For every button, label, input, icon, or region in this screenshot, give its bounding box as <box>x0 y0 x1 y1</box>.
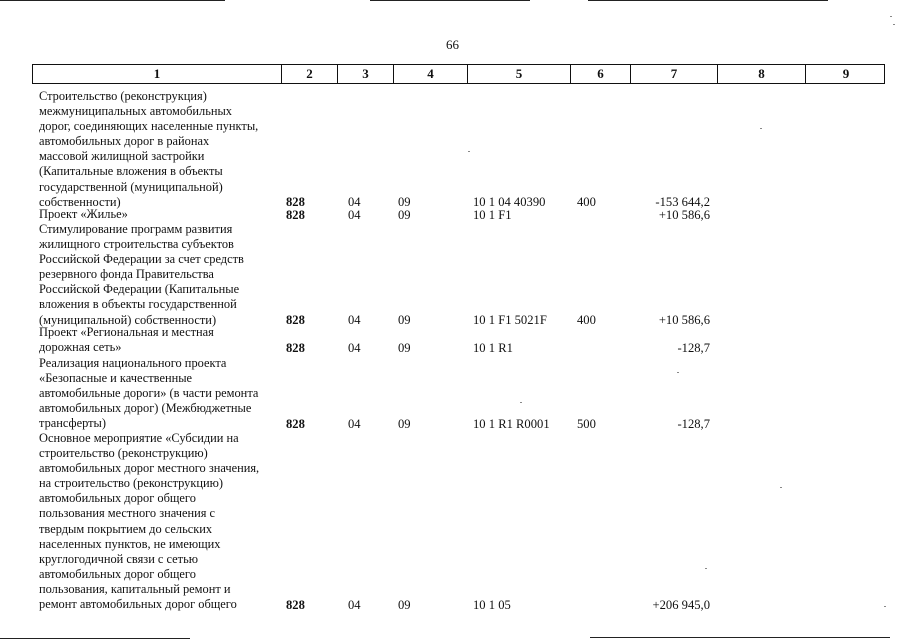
cell-amount: -128,7 <box>677 416 710 431</box>
description-line: автомобильных дорог в районах <box>39 134 210 149</box>
top-rule-left <box>0 0 225 1</box>
cell-amount: +206 945,0 <box>652 597 710 612</box>
row-description <box>39 222 277 328</box>
cell-subsection: 09 <box>398 313 411 328</box>
description-line: собственности) <box>39 194 121 209</box>
description-line: дорожная сеть» <box>39 340 122 355</box>
cell-target-article: 10 1 05 <box>473 597 511 612</box>
cell-subsection: 09 <box>398 340 411 355</box>
cell-expense-type: 500 <box>577 416 596 431</box>
header-col-6: 6 <box>570 65 630 83</box>
bottom-rule-left <box>0 638 190 639</box>
cell-target-article: 10 1 04 40390 <box>473 195 546 210</box>
cell-grbs-code: 828 <box>286 597 305 612</box>
table-header-row <box>32 64 885 84</box>
cell-amount: +10 586,6 <box>658 313 710 328</box>
cell-grbs-code: 828 <box>286 416 305 431</box>
description-line: автомобильных дорог местного значения, <box>39 461 260 476</box>
scan-speck <box>468 151 470 152</box>
scan-speck <box>760 128 762 129</box>
header-col-2: 2 <box>281 65 337 83</box>
cell-grbs-code: 828 <box>286 313 305 328</box>
header-col-7: 7 <box>630 65 717 83</box>
header-col-9: 9 <box>805 65 886 83</box>
description-line: автомобильных дорог) (Межбюджетные <box>39 401 252 416</box>
description-line: «Безопасные и качественные <box>39 371 193 386</box>
description-line: Стимулирование программ развития <box>39 222 233 236</box>
scan-speck <box>677 372 679 373</box>
scan-speck <box>893 24 895 25</box>
cell-grbs-code: 828 <box>286 195 305 210</box>
cell-subsection: 09 <box>398 416 411 431</box>
cell-subsection: 09 <box>398 195 411 210</box>
description-line: автомобильные дороги» (в части ремонта <box>39 386 259 401</box>
row-description <box>39 89 277 210</box>
description-line: резервного фонда Правительства <box>39 267 214 282</box>
scan-speck <box>705 568 707 569</box>
description-line: пользования, капитальный ремонт и <box>39 581 231 596</box>
description-line: Проект «Жилье» <box>39 207 128 221</box>
cell-section: 04 <box>348 207 361 222</box>
scan-speck <box>884 606 886 607</box>
bottom-rule-right <box>590 637 890 638</box>
cell-target-article: 10 1 F1 <box>473 207 512 222</box>
row-description <box>39 356 277 431</box>
header-col-8: 8 <box>717 65 805 83</box>
cell-target-article: 10 1 R1 R0001 <box>473 416 550 431</box>
cell-section: 04 <box>348 340 361 355</box>
cell-amount: -153 644,2 <box>655 195 710 210</box>
description-line: ремонт автомобильных дорог общего <box>39 597 237 612</box>
description-line: автомобильных дорог общего <box>39 491 196 506</box>
description-line: (Капитальные вложения в объекты <box>39 164 223 179</box>
cell-grbs-code: 828 <box>286 340 305 355</box>
description-line: Российской Федерации за счет средств <box>39 252 244 267</box>
description-line: Строительство (реконструкция) <box>39 89 207 103</box>
description-line: государственной (муниципальной) <box>39 179 223 194</box>
description-line: (муниципальной) собственности) <box>39 312 217 327</box>
description-line: строительство (реконструкцию) <box>39 446 208 461</box>
header-col-5: 5 <box>467 65 570 83</box>
cell-amount: -128,7 <box>677 340 710 355</box>
row-description <box>39 325 277 355</box>
cell-section: 04 <box>348 416 361 431</box>
description-line: вложения в объекты государственной <box>39 297 237 312</box>
cell-section: 04 <box>348 195 361 210</box>
description-line: автомобильных дорог общего <box>39 566 196 581</box>
top-rule-right <box>588 0 828 1</box>
cell-section: 04 <box>348 313 361 328</box>
description-line: круглогодичной связи с сетью <box>39 551 198 566</box>
cell-section: 04 <box>348 597 361 612</box>
description-line: трансферты) <box>39 416 106 431</box>
cell-expense-type: 400 <box>577 195 596 210</box>
cell-subsection: 09 <box>398 597 411 612</box>
description-line: твердым покрытием до сельских <box>39 521 213 536</box>
description-line: дорог, соединяющих населенные пункты, <box>39 119 259 134</box>
cell-expense-type: 400 <box>577 313 596 328</box>
description-line: населенных пунктов, не имеющих <box>39 536 221 551</box>
header-col-3: 3 <box>337 65 393 83</box>
cell-subsection: 09 <box>398 207 411 222</box>
cell-target-article: 10 1 R1 <box>473 340 513 355</box>
description-line: Основное мероприятие «Субсидии на <box>39 431 239 445</box>
description-line: межмуниципальных автомобильных <box>39 104 232 119</box>
description-line: Проект «Региональная и местная <box>39 325 214 339</box>
scan-speck <box>890 16 892 17</box>
description-line: пользования местного значения с <box>39 506 216 521</box>
scan-speck <box>780 487 782 488</box>
description-line: массовой жилищной застройки <box>39 149 205 164</box>
cell-grbs-code: 828 <box>286 207 305 222</box>
description-line: Российской Федерации (Капитальные <box>39 282 240 297</box>
cell-target-article: 10 1 F1 5021F <box>473 313 547 328</box>
row-description <box>39 431 277 612</box>
header-col-1: 1 <box>153 66 161 81</box>
page-number: 66 <box>446 37 459 52</box>
scan-speck <box>520 402 522 403</box>
description-line: жилищного строительства субъектов <box>39 237 234 252</box>
top-rule-mid <box>370 0 530 1</box>
cell-amount: +10 586,6 <box>658 207 710 222</box>
description-line: на строительство (реконструкцию) <box>39 476 224 491</box>
row-description <box>39 207 277 222</box>
header-col-4: 4 <box>393 65 467 83</box>
description-line: Реализация национального проекта <box>39 356 227 370</box>
